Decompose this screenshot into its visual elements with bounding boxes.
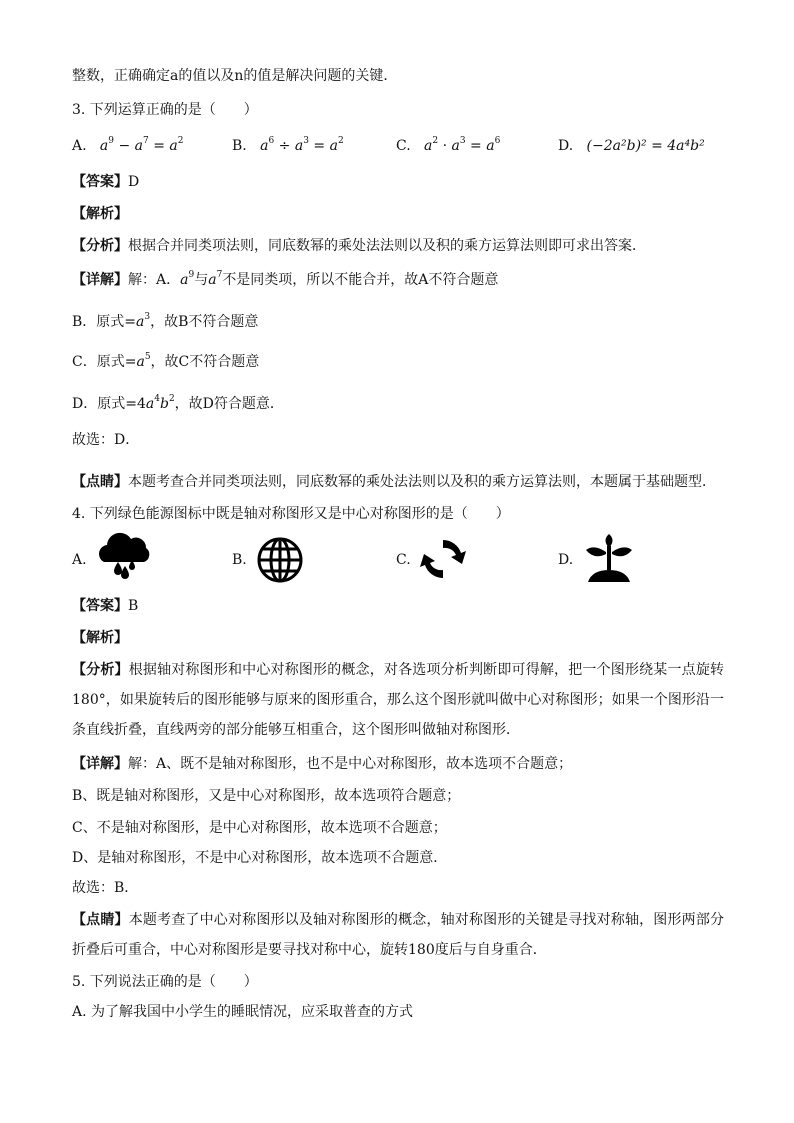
q3-fenxi: 【分析】根据合并同类项法则，同底数幂的乘处法法则以及积的乘方运算法则即可求出答案．: [72, 238, 646, 254]
q5-stem: 5. 下列说法正确的是（ ）: [72, 974, 258, 990]
q4-answer: 【答案】B: [72, 598, 139, 614]
q3-detail-b: B．原式$=a^3$，故B不符合题意: [72, 312, 259, 330]
q3-option-d: D. (−2a²b)² = 4a⁴b²: [558, 138, 705, 154]
q3-answer: 【答案】D: [72, 174, 140, 190]
cloud-rain-icon: [94, 532, 152, 586]
q4-option-d-label: D.: [558, 552, 574, 568]
sprout-icon: [584, 530, 634, 588]
q4-xiangjie: 【详解】解：A、既不是轴对称图形，也不是中心对称图形，故本选项不合题意；: [72, 756, 573, 772]
q4-detail-c: C、不是轴对称图形，是中心对称图形，故本选项不合题意；: [72, 820, 447, 836]
q4-dianjing: 【点睛】本题考查了中心对称图形以及轴对称图形的概念，轴对称图形的关键是寻找对称轴，图形两部分折叠后可重合，中心对称图形是要寻找对称中心，旋转180度后与自身重合．: [72, 912, 725, 958]
q4-option-b-label: B.: [232, 552, 247, 568]
q5-option-a: A. 为了解我国中小学生的睡眠情况，应采取普查的方式: [72, 1004, 414, 1020]
continuation-text: 整数，正确确定a的值以及n的值是解决问题的关键．: [72, 68, 398, 84]
q3-detail-d: D．原式$=4a^4b^2$，故D符合题意．: [72, 394, 284, 412]
q4-stem: 4. 下列绿色能源图标中既是轴对称图形又是中心对称图形的是（ ）: [72, 506, 510, 522]
q4-fenxi: 【分析】根据轴对称图形和中心对称图形的概念，对各选项分析判断即可得解，把一个图形绕某一点旋转180°，如果旋转后的图形能够与原来的图形重合，那么这个图形就叫做中心对称图形；如果一个图形沿一条直线折叠，直线两旁的部分能够互相重合，这个图形叫做轴对称图形．: [72, 662, 725, 738]
q3-option-a: A. $a^9 - a^7 = a^2$: [72, 136, 184, 154]
q3-xiangjie: 【详解】解：A．$a^9$与$a^7$不是同类项，所以不能合并，故A不符合题意: [72, 270, 499, 288]
recycle-arrows-icon: [418, 534, 468, 588]
q3-detail-c: C．原式$=a^5$，故C不符合题意: [72, 352, 260, 370]
q3-choose: 故选：D．: [72, 432, 140, 448]
q3-dianjing: 【点睛】本题考查合并同类项法则，同底数幂的乘处法法则以及积的乘方运算法则，本题属于基础题型．: [72, 474, 716, 490]
q4-choose: 故选：B．: [72, 880, 139, 896]
q4-option-a-label: A.: [72, 552, 87, 568]
q3-stem: 3. 下列运算正确的是（ ）: [72, 102, 258, 118]
q3-option-c: C. $a^2 \cdot a^3 = a^6$: [396, 136, 501, 154]
q3-option-b: B. $a^6 \div a^3 = a^2$: [232, 136, 344, 154]
q4-option-c-label: C.: [396, 552, 411, 568]
globe-icon: [256, 536, 304, 588]
q3-analysis-heading: 【解析】: [72, 206, 128, 222]
q4-detail-b: B、既是轴对称图形，又是中心对称图形，故本选项符合题意；: [72, 788, 461, 804]
q4-analysis-heading: 【解析】: [72, 630, 128, 646]
q4-detail-d: D、是轴对称图形，不是中心对称图形，故本选项不合题意．: [72, 850, 448, 866]
